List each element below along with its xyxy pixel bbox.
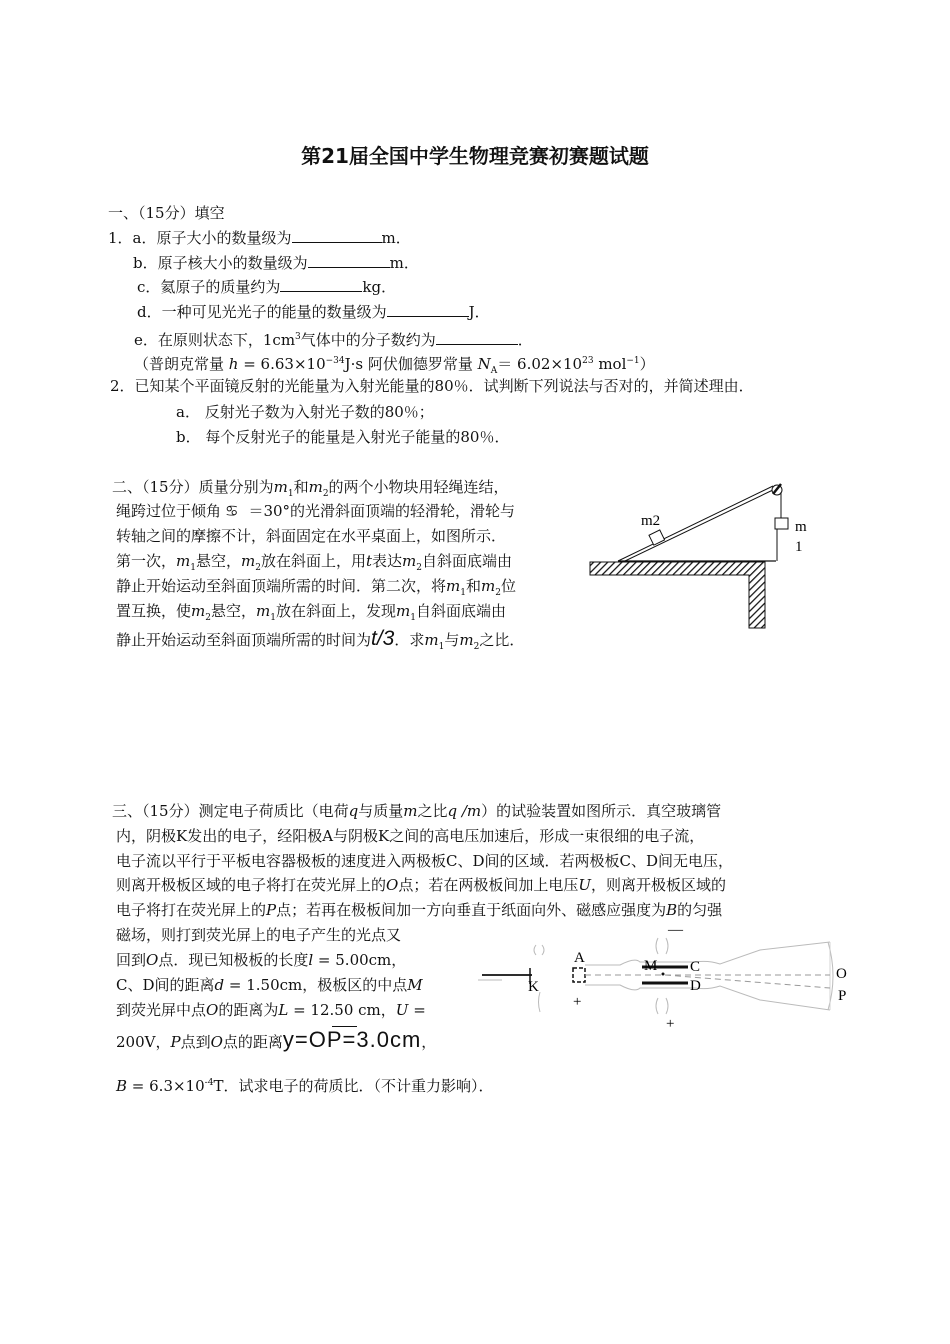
q3-line-6: 磁场，则打到荧光屏上的电子产生的光点又 (116, 926, 402, 944)
label-m1b: 1 (795, 539, 803, 555)
label-D: D (690, 978, 701, 994)
screen (828, 942, 833, 1010)
q1-item-b: b．原子核大小的数量级为 m． (133, 254, 419, 272)
label-K: K (528, 979, 539, 995)
q1-item-e: e．在原则状态下，$1cm^3$气体中的分子数约为 ． (134, 331, 533, 349)
tube-outline (585, 942, 830, 1010)
q3-line-7: 回到O点．现已知极板的长度l = 5.00cm， (116, 951, 407, 969)
incline-figure (585, 478, 825, 633)
q1-item-d: d．一种可见光光子的能量的数量级为 J． (137, 303, 490, 321)
label-m1a: m (795, 519, 807, 535)
q1-header: 一、（15分）填空 (108, 204, 225, 222)
q1-part2-b: b． 每个反射光子的能量是入射光子能量的80％． (176, 428, 510, 446)
q1-item-c: c．氦原子的质量约为 kg． (137, 278, 397, 296)
q3-line-2: 内，阴极K发出的电子，经阳极A与阴极K之间的高电压加速后，形成一束很细的电子流， (116, 827, 705, 845)
label-plus-plate: + (666, 1016, 675, 1032)
label-plus-anode: + (573, 994, 582, 1010)
q2-line-4: 第一次，$m_1$悬空，$m_2$放在斜面上，用t表达$m_2$自斜面底端由 (116, 552, 513, 573)
q2-line-1: 二、（15分）质量分别为$m_1$和$m_2$的两个小物块用轻绳连结， (112, 478, 509, 499)
label-O: O (836, 966, 847, 982)
q1-part2-a: a． 反射光子数为入射光子数的80％； (176, 403, 434, 421)
page-title: 第21届全国中学生物理竞赛初赛题试题 (301, 144, 649, 168)
q3-line-3: 电子流以平行于平板电容器极板的速度进入两极板C、D间的区域．若两极板C、D间无电压， (116, 852, 734, 870)
midpoint-M (662, 973, 665, 976)
q3-line-1: 三、（15分）测定电子荷质比（电荷q与质量m之比q /m）的试验装置如图所示．真空玻璃管 (112, 802, 722, 820)
crt-figure (470, 920, 860, 1040)
label-P: P (838, 988, 847, 1004)
label-M: M (644, 958, 658, 974)
q3-line-8: C、D间的距离d = 1.50cm，极板区的中点M (116, 976, 423, 994)
q1-part2: 2．已知某个平面镜反射的光能量为入射光能量的80％．试判断下列说法与否对的，并简述理由． (110, 377, 754, 395)
label-A: A (574, 950, 585, 966)
q2-line-7: 静止开始运动至斜面顶端所需的时间为t/3．求$m_1$与$m_2$之比． (116, 627, 525, 652)
anode (573, 968, 585, 982)
q3-line-4: 则离开极板区域的电子将打在荧光屏上的O点；若在两极板间加上电压U，则离开极板区域的 (116, 876, 727, 894)
q3-line-5: 电子将打在荧光屏上的P点；若再在极板间加一方向垂直于纸面向外、磁感应强度为B的匀强 (116, 901, 723, 919)
label-minus: — (668, 922, 683, 938)
label-C: C (690, 959, 701, 975)
q2-line-2: 绳跨过位于倾角 ♋ ＝30°的光滑斜面顶端的轻滑轮，滑轮与 (116, 502, 516, 520)
label-m2: m2 (641, 513, 661, 529)
formula-overline (332, 1026, 357, 1027)
q3-line-10: 200V，P点到O点的距离y=OP=3.0cm， (116, 1027, 437, 1052)
q3-line-11: $B = 6.3\times 10^{-4}T$．试求电子的荷质比．（不计重力影响）． (116, 1077, 494, 1095)
q2-line-3: 转轴之间的摩擦不计，斜面固定在水平桌面上，如图所示． (116, 527, 507, 545)
block-m1 (775, 518, 788, 529)
q1-constants: （普朗克常量 $h = 6.63\times 10^{-34}J\cdot s$ 阿伏伽德罗常量 $N_A= 6.02\times 10^{23}$ mol$^{-1}$） (134, 355, 655, 376)
table-hatch (590, 562, 765, 628)
q3-line-9: 到荧光屏中点O的距离为L = 12.50 cm，U = (116, 1001, 426, 1019)
q2-line-6: 置互换，使$m_2$悬空，$m_1$放在斜面上，发现$m_1$自斜面底端由 (116, 602, 506, 623)
q1-item-a: 1．a．原子大小的数量级为 m． (108, 229, 411, 247)
formula-y-op: y=OP=3.0cm (282, 1027, 422, 1052)
q2-line-5: 静止开始运动至斜面顶端所需的时间．第二次，将$m_1$和$m_2$位 (116, 577, 516, 598)
